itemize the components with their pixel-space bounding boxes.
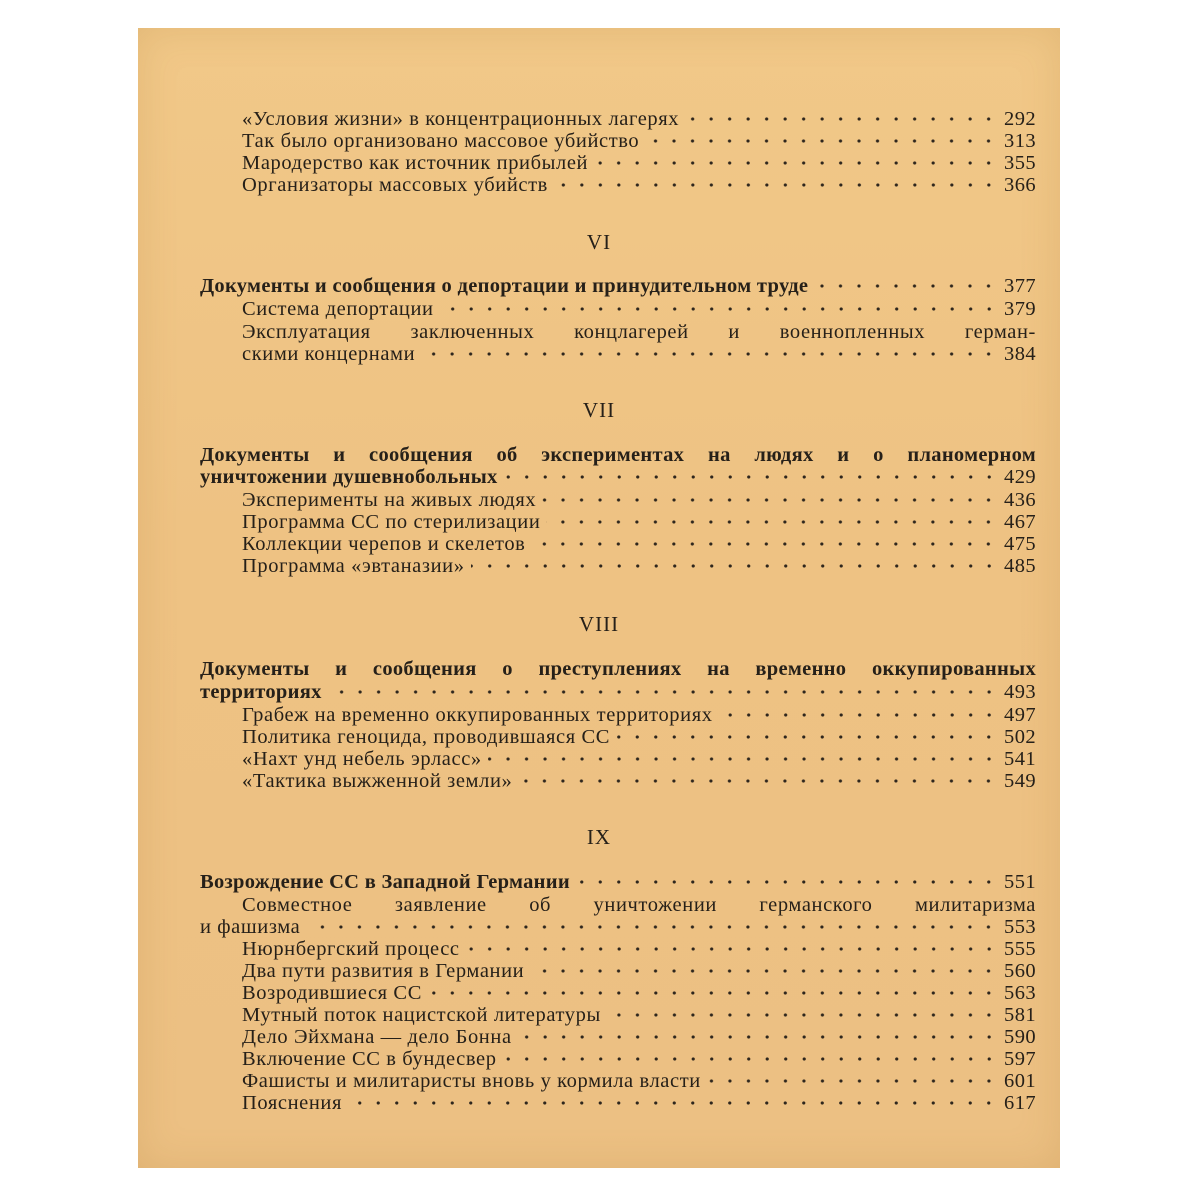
toc-entry-page: 597 [1004,1048,1036,1070]
toc-entry [242,533,1036,555]
toc-heading-title: Возрождение СС в Западной Германии [200,871,571,893]
toc-entry-title: и фашизма [200,916,301,938]
toc-entry-title: Пояснения [242,1092,343,1114]
toc-entry-page: 485 [1004,555,1036,577]
toc-entry-title: Так было организовано массовое убийство [242,130,640,152]
dot-leader [531,541,998,547]
toc-entry-page: 555 [1004,938,1036,960]
toc-entry-page: 553 [1004,916,1036,938]
toc-entry-title: скими концернами [242,343,416,365]
toc-entry [242,960,1036,982]
dot-leader [530,968,998,974]
toc-section-heading [200,444,1036,466]
dot-leader [616,734,998,740]
toc-entry-page: 467 [1004,511,1036,533]
dot-leader [576,879,998,885]
dot-leader [518,1034,998,1040]
toc-entry [242,152,1036,174]
toc-entry-title: Грабеж на временно оккупированных территориях [242,704,713,726]
toc-heading-title: Документы и сообщения об экспериментах на людях и о планомерном [200,444,1036,466]
toc-entry-page: 541 [1004,748,1036,770]
dot-leader [421,351,998,357]
toc-entry-title: Возродившиеся СС [242,982,422,1004]
dot-leader [440,306,998,312]
toc-entry-page: 436 [1004,489,1036,511]
toc-entry-title: Два пути развития в Германии [242,960,525,982]
toc-entry-page: 379 [1004,298,1036,320]
toc-entry-title: Мародерство как источник прибылей [242,152,589,174]
toc-entry [242,704,1036,726]
toc-entry-title: «Тактика выжженной земли» [242,770,513,792]
toc-entry-title: «Условия жизни» в концентрационных лагерях [242,108,680,130]
toc-entry-title: Коллекции черепов и скелетов [242,533,526,555]
toc-entry-title: Совместное заявление об уничтожении германского милитаризма [242,894,1036,916]
toc-entry-page: 581 [1004,1004,1036,1026]
toc-heading-title: Документы и сообщения о преступлениях на временно оккупированных [200,658,1036,680]
dot-leader [466,946,998,952]
dot-leader [542,497,998,503]
toc-entry-page: 429 [1004,466,1036,488]
toc-entry [242,938,1036,960]
toc-entry-page: 377 [1004,275,1036,297]
toc-entry [242,174,1036,196]
toc-entry-page: 563 [1004,982,1036,1004]
toc-section-heading [200,871,1036,893]
toc-entry [242,982,1036,1004]
toc-entry-title: Система депортации [242,298,434,320]
section-numeral: IX [586,825,612,849]
toc-section-heading [200,658,1036,680]
toc-entry [242,748,1036,770]
dot-leader [428,990,998,996]
toc-entry-title: «Нахт унд небель эрласс» [242,748,482,770]
toc-entry [242,726,1036,748]
dot-leader [328,689,998,695]
toc-entry-title: Дело Эйхмана — дело Бонна [242,1026,512,1048]
toc-entry-page: 560 [1004,960,1036,982]
toc-entry [242,770,1036,792]
toc-entry [242,343,1036,365]
toc-entry-page: 617 [1004,1092,1036,1114]
toc-entry-page: 313 [1004,130,1036,152]
dot-leader [348,1100,998,1106]
toc-entry [242,511,1036,533]
dot-leader [504,474,998,480]
toc-entry-page: 590 [1004,1026,1036,1048]
toc-entry-page: 551 [1004,871,1036,893]
dot-leader [814,283,998,289]
table-of-contents [138,28,1060,1168]
toc-entry [242,298,1036,320]
toc-entry-page: 502 [1004,726,1036,748]
dot-leader [607,1012,998,1018]
toc-entry [242,894,1036,916]
section-numeral: VIII [578,612,620,636]
toc-entry-title: Политика геноцида, проводившаяся СС [242,726,611,748]
toc-section-heading [200,681,1036,703]
toc-entry-title: Мутный поток нацистской литературы [242,1004,601,1026]
toc-entry-title: Эксплуатация заключенных концлагерей и военнопленных герман- [242,321,1036,343]
toc-entry-page: 549 [1004,770,1036,792]
toc-entry-title: Организаторы массовых убийств [242,174,548,196]
section-numeral: VI [586,230,612,254]
dot-leader [685,116,998,122]
dot-leader [471,563,998,569]
toc-entry-page: 384 [1004,343,1036,365]
toc-entry-title: Программа СС по стерилизации [242,511,541,533]
dot-leader [719,712,998,718]
toc-entry-page: 355 [1004,152,1036,174]
toc-entry-page: 497 [1004,704,1036,726]
toc-entry-title: Программа «эвтаназии» [242,555,465,577]
toc-entry-page: 366 [1004,174,1036,196]
toc-section-heading [200,275,1036,297]
section-numeral: VII [582,398,616,422]
toc-entry [200,916,1036,938]
toc-entry [242,1026,1036,1048]
toc-entry-page: 475 [1004,533,1036,555]
toc-heading-title: уничтожении душевнобольных [200,466,498,488]
dot-leader [707,1078,998,1084]
dot-leader [306,924,998,930]
book-page [138,28,1060,1168]
dot-leader [518,778,998,784]
dot-leader [594,160,998,166]
toc-entry [242,555,1036,577]
toc-entry [242,130,1036,152]
toc-entry [242,1048,1036,1070]
toc-entry-title: Фашисты и милитаристы вновь у кормила власти [242,1070,701,1092]
toc-entry [242,108,1036,130]
toc-entry [242,321,1036,343]
dot-leader [645,138,998,144]
dot-leader [488,756,998,762]
toc-entry-page: 493 [1004,681,1036,703]
toc-entry-page: 292 [1004,108,1036,130]
toc-entry-title: Нюрнбергский процесс [242,938,460,960]
toc-section-heading [200,466,1036,488]
dot-leader [554,182,998,188]
toc-entry [242,1004,1036,1026]
toc-entry [242,489,1036,511]
dot-leader [503,1056,998,1062]
toc-entry-title: Эксперименты на живых людях [242,489,537,511]
dot-leader [546,519,998,525]
toc-entry [242,1092,1036,1114]
toc-heading-title: территориях [200,681,322,703]
toc-entry-page: 601 [1004,1070,1036,1092]
toc-entry [242,1070,1036,1092]
toc-entry-title: Включение СС в бундесвер [242,1048,497,1070]
toc-heading-title: Документы и сообщения о депортации и принудительном труде [200,275,809,297]
